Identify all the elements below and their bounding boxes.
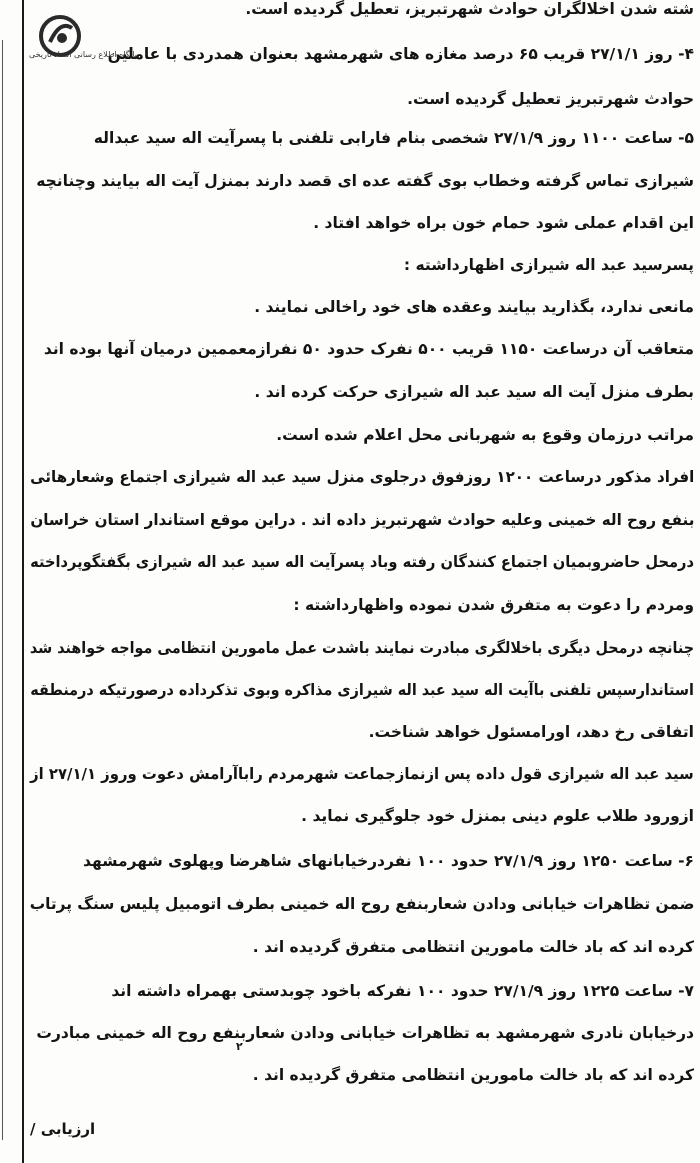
document-line: سید عبد اله شیرازی قول داده پس ازنمازجماعت شهرمردم راباآرامش دعوت وروز ۲۷/۱/۱ از [30, 765, 695, 783]
document-line: ۷- ساعت ۱۲۲۵ روز ۲۷/۱/۹ حدود ۱۰۰ نفرکه باخود چوبدستی بهمراه داشته اند [111, 982, 694, 1000]
document-line: کرده اند که باد خالت مامورین انتظامی متفرق گردیده اند . [252, 1066, 694, 1084]
document-line: مراتب درزمان وقوع به شهربانی محل اعلام شده است. [276, 426, 694, 444]
document-line: افراد مذکور درساعت ۱۲۰۰ روزفوق درجلوی منزل سید عبد اله شیرازی اجتماع وشعارهائی [29, 468, 694, 486]
document-line: چنانچه درمحل دیگری باخلالگری مبادرت نمایند باشدت عمل مامورین انتظامی مواجه خواهند شد [29, 639, 694, 657]
footnote-mark: ۲ [236, 1040, 243, 1053]
document-line: ۴- روز ۲۷/۱/۱ قریب ۶۵ درصد مغازه های شهرمشهد بعنوان همدردی با عاملین [107, 45, 694, 63]
document-line: اتفاقی رخ دهد، اورامسئول خواهد شناخت. [368, 723, 694, 741]
document-line: بطرف منزل آیت اله سید عبد اله شیرازی حرکت کرده اند . [254, 383, 694, 401]
document-line: ومردم را دعوت به متفرق شدن نموده واظهارداشته : [293, 596, 694, 614]
document-line: حوادث شهرتبریز تعطیل گردیده است. [407, 90, 694, 108]
document-line: کرده اند که باد خالت مامورین انتظامی متفرق گردیده اند . [252, 938, 694, 956]
document-line: ۶- ساعت ۱۲۵۰ روز ۲۷/۱/۹ حدود ۱۰۰ نفردرخیابانهای شاهرضا وپهلوی شهرمشهد [83, 852, 694, 870]
document-line: درخیابان نادری شهرمشهد به تظاهرات خیابانی ودادن شعاربنفع روح اله خمینی مبادرت [36, 1024, 694, 1042]
document-line: پسرسید عبد اله شیرازی اظهارداشته : [403, 256, 694, 274]
document-line: مانعی ندارد، بگذارید بیایند وعقده های خود راخالی نمایند . [254, 298, 694, 316]
logo-caption: پایگاه اطلاع رسانی اسناد تاریخی [28, 50, 138, 59]
margin-rule-outer [2, 40, 3, 1140]
document-line: متعاقب آن درساعت ۱۱۵۰ قریب ۵۰۰ نفرک حدود ۵۰ نفرازمعممین درمیان آنها بوده اند [43, 340, 694, 358]
document-line: این اقدام عملی شود حمام خون براه خواهد افتاد . [313, 214, 694, 232]
document-line: بنفع روح اله خمینی وعلیه حوادث شهرتبریز داده اند . دراین موقع استاندار استان خراسان [29, 511, 694, 529]
document-line: استاندارسپس تلفنی باآیت اله سید عبد اله شیرازی مذاکره وبوی تذکرداده درصورتیکه درمنطقه [30, 681, 694, 699]
document-line: درمحل حاضروبمیان اجتماع کنندگان رفته وباد پسرآیت اله سید عبد اله شیرازی بگفتگوپرداخته [30, 553, 694, 571]
document-line: ۵- ساعت ۱۱۰۰ روز ۲۷/۱/۹ شخصی بنام فارابی تلفنی با پسرآیت اله سید عبداله [93, 129, 694, 147]
document-line: ضمن تظاهرات خیابانی ودادن شعاربنفع روح اله خمینی بطرف اتومبیل پلیس سنگ پرتاب [29, 895, 694, 913]
margin-rule [22, 0, 24, 1163]
document-line: شته شدن اخلالگران حوادث شهرتبریز، تعطیل گردیده است. [245, 0, 694, 18]
document-line: شیرازی تماس گرفته وخطاب بوی گفته عده ای قصد دارند بمنزل آیت اله بیایند وچنانچه [36, 172, 694, 190]
document-line: ازورود طلاب علوم دینی بمنزل خود جلوگیری نماید . [301, 807, 694, 825]
assessment-label: ارزیابی / [30, 1120, 96, 1138]
